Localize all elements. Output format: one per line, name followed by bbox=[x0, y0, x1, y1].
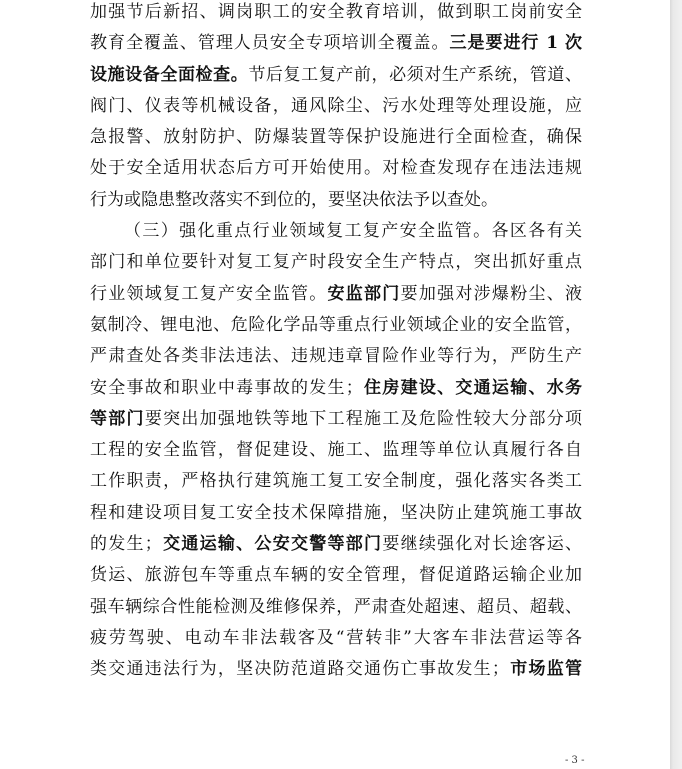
text-line: 部门和单位要针对复工复产时段安全生产特点，突出抓好重点 bbox=[90, 252, 582, 273]
text-line: 等部门要突出加强地铁等地下工程施工及危险性较大分部分项 bbox=[90, 408, 583, 429]
text-line: 加强节后新招、调岗职工的安全教育培训，做到职工岗前安全 bbox=[90, 2, 582, 22]
text-line: 工作职责，严格执行建筑施工复工安全制度，强化落实各类工 bbox=[90, 471, 582, 492]
page-number: - 3 - bbox=[565, 755, 585, 766]
text-line: 货运、旅游包车等重点车辆的安全管理，督促道路运输企业加 bbox=[90, 565, 582, 586]
text-line: 行为或隐患整改落实不到位的，要坚决依法予以查处。 bbox=[90, 189, 498, 210]
viewer-edge-shadow bbox=[670, 0, 682, 769]
text-line: 疲劳驾驶、电动车非法载客及“营转非”大客车非法营运等各 bbox=[90, 627, 582, 648]
body-text bbox=[90, 0, 582, 686]
text-line: 强车辆综合性能检测及维修保养，严肃查处超速、超员、超载、 bbox=[90, 596, 582, 617]
text-line: 急报警、放射防护、防爆装置等保护设施进行全面检查，确保 bbox=[90, 127, 582, 148]
text-line: 严肃查处各类非法违法、违规违章冒险作业等行为，严防生产 bbox=[90, 346, 582, 367]
text-line: 工程的安全监管，督促建设、施工、监理等单位认真履行各自 bbox=[90, 440, 582, 461]
text-line: 氨制冷、锂电池、危险化学品等重点行业领域企业的安全监管， bbox=[90, 314, 582, 335]
text-line: 程和建设项目复工安全技术保障措施，坚决防止建筑施工事故 bbox=[90, 502, 582, 523]
text-line: 教育全覆盖、管理人员安全专项培训全覆盖。三是要进行 1 次 bbox=[90, 33, 583, 54]
text-line: 行业领域复工复产安全监管。安监部门要加强对涉爆粉尘、液 bbox=[90, 283, 583, 304]
text-line: 阀门、仪表等机械设备，通风除尘、污水处理等处理设施，应 bbox=[90, 95, 582, 116]
text-line: 的发生；交通运输、公安交警等部门要继续强化对长途客运、 bbox=[90, 534, 583, 555]
text-line: 类交通违法行为，坚决防范道路交通伤亡事故发生；市场监管 bbox=[90, 659, 583, 680]
text-line: 处于安全适用状态后方可开始使用。对检查发现存在违法违规 bbox=[90, 158, 582, 179]
section-heading-line: （三）强化重点行业领域复工复产安全监管。各区各有关 bbox=[124, 221, 582, 242]
text-line: 设施设备全面检查。节后复工复产前，必须对生产系统，管道、 bbox=[90, 64, 583, 85]
text-line: 安全事故和职业中毒事故的发生；住房建设、交通运输、水务 bbox=[90, 377, 583, 398]
